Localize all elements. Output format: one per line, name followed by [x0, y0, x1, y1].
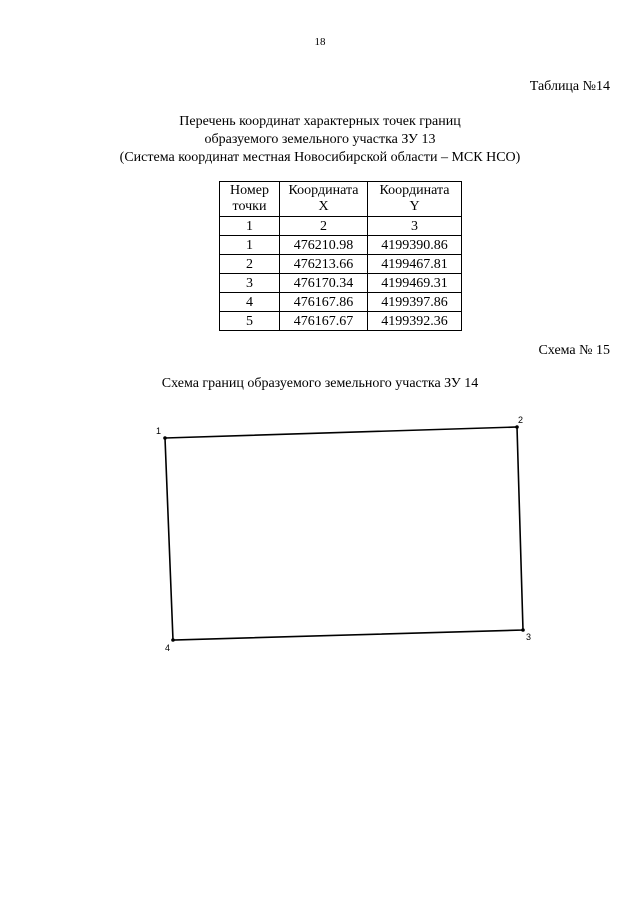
page-number: 18	[314, 36, 326, 48]
coordinate-x-cell: 476210.98	[280, 236, 368, 255]
plot-boundary	[165, 427, 523, 640]
boundary-point-2	[515, 425, 519, 429]
coordinate-x-cell: 476167.86	[280, 293, 368, 312]
header-coordinate-y-line-2: Y	[409, 199, 420, 214]
column-number-cell: 3	[368, 217, 462, 236]
table-title-line-1: Перечень координат характерных точек границ	[179, 114, 461, 129]
table-title-line-2: образуемого земельного участка ЗУ 13	[204, 132, 436, 147]
header-point-number-line-1: Номер	[230, 183, 269, 198]
table-label: Таблица №14	[529, 79, 610, 94]
header-coordinate-x-line-1: Координата	[288, 183, 359, 198]
table-title-line-3: (Система координат местная Новосибирской области – МСК НСО)	[119, 150, 521, 165]
point-number-cell: 3	[220, 274, 280, 293]
boundary-point-4	[171, 638, 175, 642]
column-number-cell: 2	[280, 217, 368, 236]
coordinate-y-cell: 4199392.36	[368, 312, 462, 331]
point-number-cell: 1	[220, 236, 280, 255]
header-point-number-line-2: точки	[232, 199, 267, 214]
coordinate-x-cell: 476167.67	[280, 312, 368, 331]
point-number-cell: 5	[220, 312, 280, 331]
coordinate-y-cell: 4199397.86	[368, 293, 462, 312]
point-label-4: 4	[165, 643, 171, 653]
header-coordinate-x-line-2: X	[318, 199, 329, 214]
scheme-label: Схема № 15	[538, 343, 610, 358]
column-number-cell: 1	[220, 217, 280, 236]
scheme-title: Схема границ образуемого земельного участка ЗУ 14	[161, 376, 479, 391]
coordinate-y-cell: 4199467.81	[368, 255, 462, 274]
point-label-2: 2	[518, 415, 524, 425]
header-coordinate-y-line-1: Координата	[379, 183, 450, 198]
point-label-1: 1	[156, 426, 162, 436]
coordinate-y-cell: 4199469.31	[368, 274, 462, 293]
boundary-point-3	[521, 628, 525, 632]
point-label-3: 3	[526, 632, 532, 642]
point-number-cell: 2	[220, 255, 280, 274]
coordinate-x-cell: 476213.66	[280, 255, 368, 274]
boundary-point-1	[163, 436, 167, 440]
coordinate-x-cell: 476170.34	[280, 274, 368, 293]
coordinate-y-cell: 4199390.86	[368, 236, 462, 255]
point-number-cell: 4	[220, 293, 280, 312]
